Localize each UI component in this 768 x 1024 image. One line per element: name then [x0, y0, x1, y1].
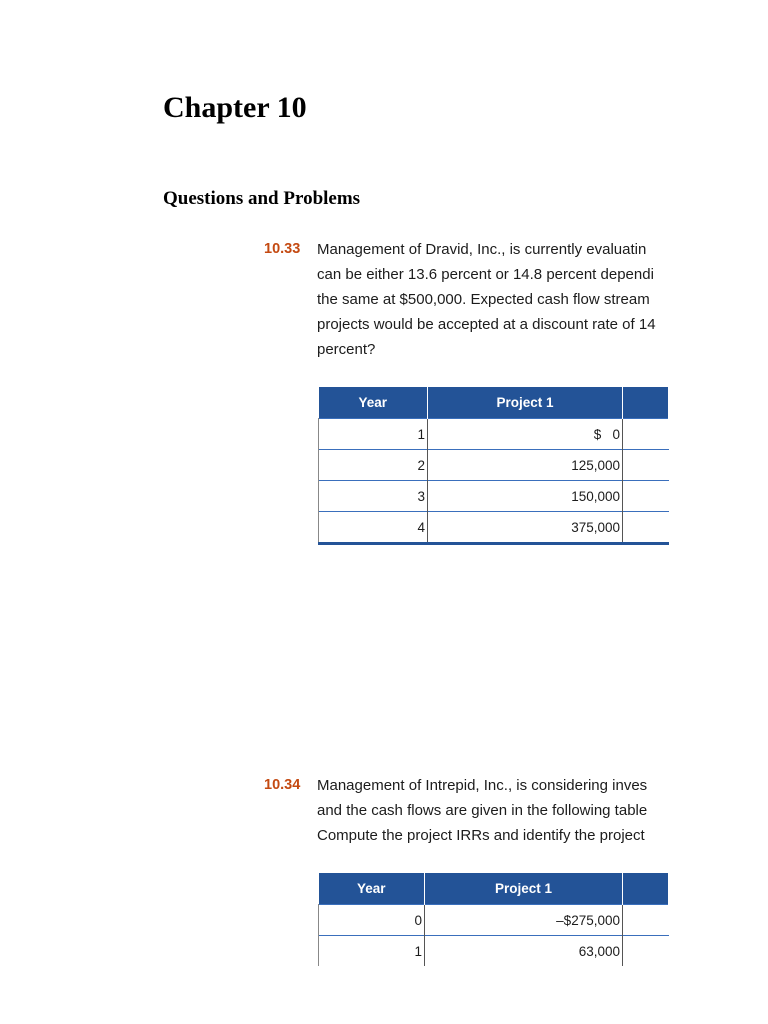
problem-text-line: Management of Intrepid, Inc., is considering inves	[317, 777, 648, 794]
table-row	[319, 419, 669, 450]
table-header-row	[319, 873, 669, 905]
table-row	[319, 512, 669, 544]
cut-off-cell	[623, 481, 669, 512]
table-header-row	[319, 387, 669, 419]
column-header-project-1: Project 1	[425, 873, 623, 905]
table-row	[319, 905, 669, 936]
year-cell: 1	[319, 936, 425, 967]
table-row	[319, 481, 669, 512]
project-1-cell: 63,000	[425, 936, 623, 967]
cash-flow-table-clip	[318, 873, 668, 959]
problem-text-line: projects would be accepted at a discount rate of 14	[317, 316, 656, 333]
column-header-year: Year	[319, 387, 428, 419]
cut-off-cell	[623, 450, 669, 481]
cut-off-cell	[623, 936, 669, 967]
cash-flow-table	[318, 387, 669, 545]
project-1-cell: 150,000	[428, 481, 623, 512]
table-row	[319, 450, 669, 481]
project-1-cell: 375,000	[428, 512, 623, 544]
problem-number: 10.33	[264, 241, 301, 257]
problem-text	[317, 773, 668, 848]
cut-off-cell	[623, 419, 669, 450]
project-1-cell: $ 0	[428, 419, 623, 450]
year-cell: 1	[319, 419, 428, 450]
project-1-cell: –$275,000	[425, 905, 623, 936]
column-header-project-1: Project 1	[428, 387, 623, 419]
problem-text-line: Management of Dravid, Inc., is currently evaluatin	[317, 241, 647, 258]
year-cell: 3	[319, 481, 428, 512]
problem-text-line: percent?	[317, 341, 376, 358]
problem-number: 10.34	[264, 777, 301, 793]
cash-flow-table	[318, 873, 669, 966]
column-header-cut-off	[623, 873, 669, 905]
column-header-cut-off	[623, 387, 669, 419]
problem-text-line: Compute the project IRRs and identify the project	[317, 827, 645, 844]
table-row	[319, 936, 669, 967]
problem-text-line: the same at $500,000. Expected cash flow stream	[317, 291, 650, 308]
year-cell: 4	[319, 512, 428, 544]
year-cell: 0	[319, 905, 425, 936]
project-1-cell: 125,000	[428, 450, 623, 481]
year-cell: 2	[319, 450, 428, 481]
problem-text-line: can be either 13.6 percent or 14.8 percent dependi	[317, 266, 654, 283]
problem-text	[317, 237, 668, 362]
cut-off-cell	[623, 512, 669, 544]
cut-off-cell	[623, 905, 669, 936]
problem-10-33	[264, 237, 668, 362]
problem-10-34	[264, 773, 668, 848]
chapter-title: Chapter 10	[163, 91, 307, 124]
column-header-year: Year	[319, 873, 425, 905]
section-title: Questions and Problems	[163, 188, 361, 209]
problem-text-line: and the cash flows are given in the following table	[317, 802, 648, 819]
